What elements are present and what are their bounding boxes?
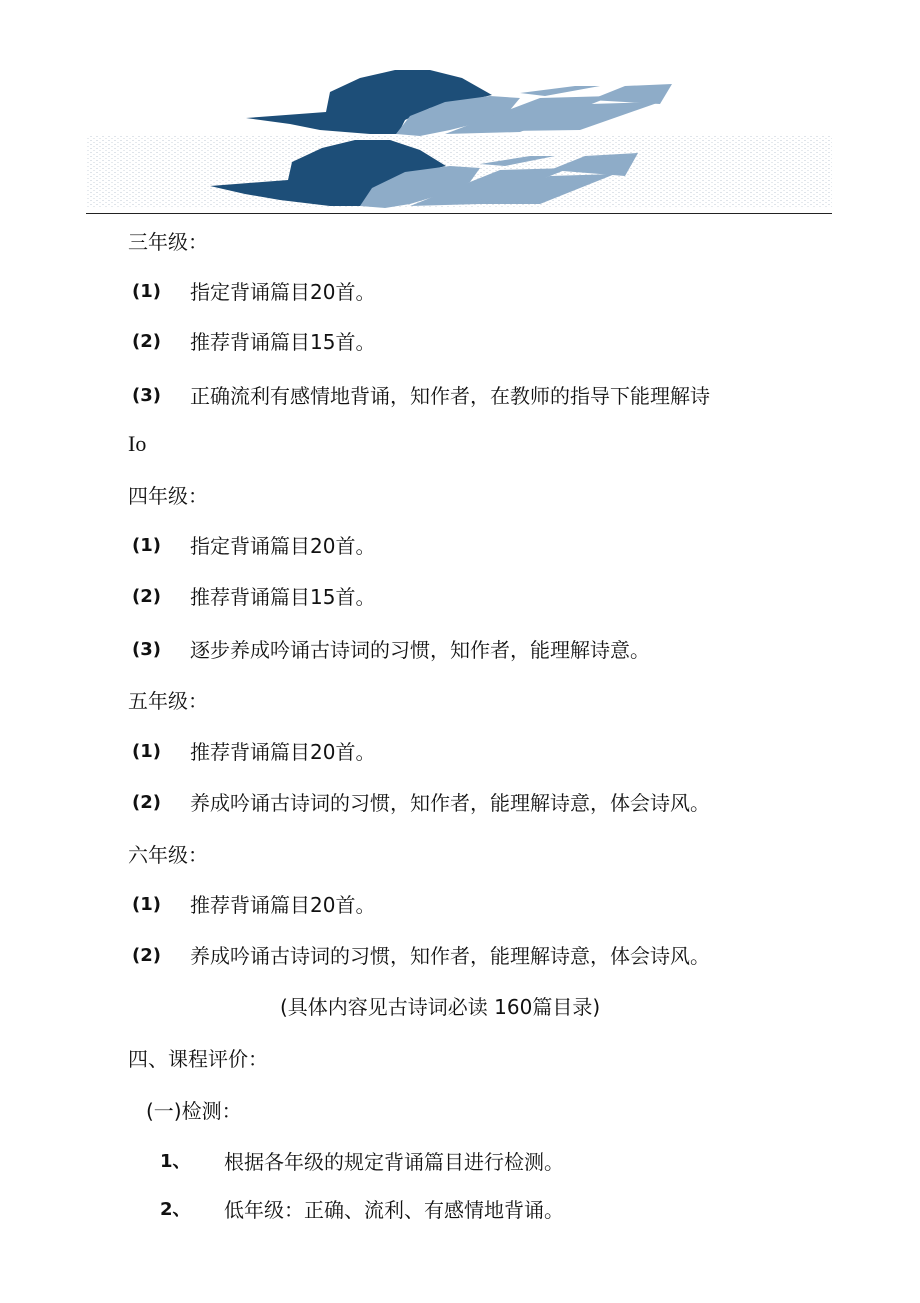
section4-item1-text: 根据各年级的规定背诵篇目进行检测。 (224, 1150, 564, 1174)
section4-title: 四、课程评价： (128, 1047, 268, 1071)
section4-item1-num: 1、 (160, 1151, 191, 1172)
grade5-item2-num: (2) (132, 792, 161, 813)
grade3-item3-num: (3) (132, 385, 161, 406)
upper-light-stripe-4 (590, 84, 672, 104)
grade3-title: 三年级： (128, 230, 208, 254)
grade5-item2-text: 养成吟诵古诗词的习惯，知作者，能理解诗意，体会诗风。 (190, 791, 710, 815)
reference-note: (具体内容见古诗词必读 160篇目录) (280, 995, 601, 1019)
grade6-item2-num: (2) (132, 945, 161, 966)
grade4-item1-text: 指定背诵篇目20首。 (190, 534, 376, 558)
grade4-item1-num: (1) (132, 535, 161, 556)
section4-item2-num: 2、 (160, 1199, 191, 1220)
section4-subsection-title: (一)检测： (146, 1099, 242, 1123)
header-logo-banner (0, 0, 920, 216)
grade5-title: 五年级： (128, 689, 208, 713)
grade4-item3-num: (3) (132, 639, 161, 660)
grade3-item1-text: 指定背诵篇目20首。 (190, 280, 376, 304)
grade4-item3-text: 逐步养成吟诵古诗词的习惯，知作者，能理解诗意。 (190, 638, 650, 662)
grade3-item3-text: 正确流利有感情地背诵，知作者，在教师的指导下能理解诗 (190, 384, 710, 408)
grade4-item2-num: (2) (132, 586, 161, 607)
grade4-item2-text: 推荐背诵篇目15首。 (190, 585, 376, 609)
grade5-item1-text: 推荐背诵篇目20首。 (190, 740, 376, 764)
grade3-item2-text: 推荐背诵篇目15首。 (190, 330, 376, 354)
grade3-item2-num: (2) (132, 331, 161, 352)
grade5-item1-num: (1) (132, 741, 161, 762)
grade3-item3-continuation: Io (128, 431, 147, 456)
grade6-item1-text: 推荐背诵篇目20首。 (190, 893, 376, 917)
grade4-title: 四年级： (128, 484, 208, 508)
wave-logo-graphic (0, 0, 920, 216)
grade6-title: 六年级： (128, 843, 208, 867)
grade3-item1-num: (1) (132, 281, 161, 302)
grade6-item2-text: 养成吟诵古诗词的习惯，知作者，能理解诗意，体会诗风。 (190, 944, 710, 968)
header-divider (86, 213, 832, 214)
section4-item2-text: 低年级：正确、流利、有感情地背诵。 (224, 1198, 564, 1222)
upper-light-stripe-2 (520, 86, 600, 96)
grade6-item1-num: (1) (132, 894, 161, 915)
